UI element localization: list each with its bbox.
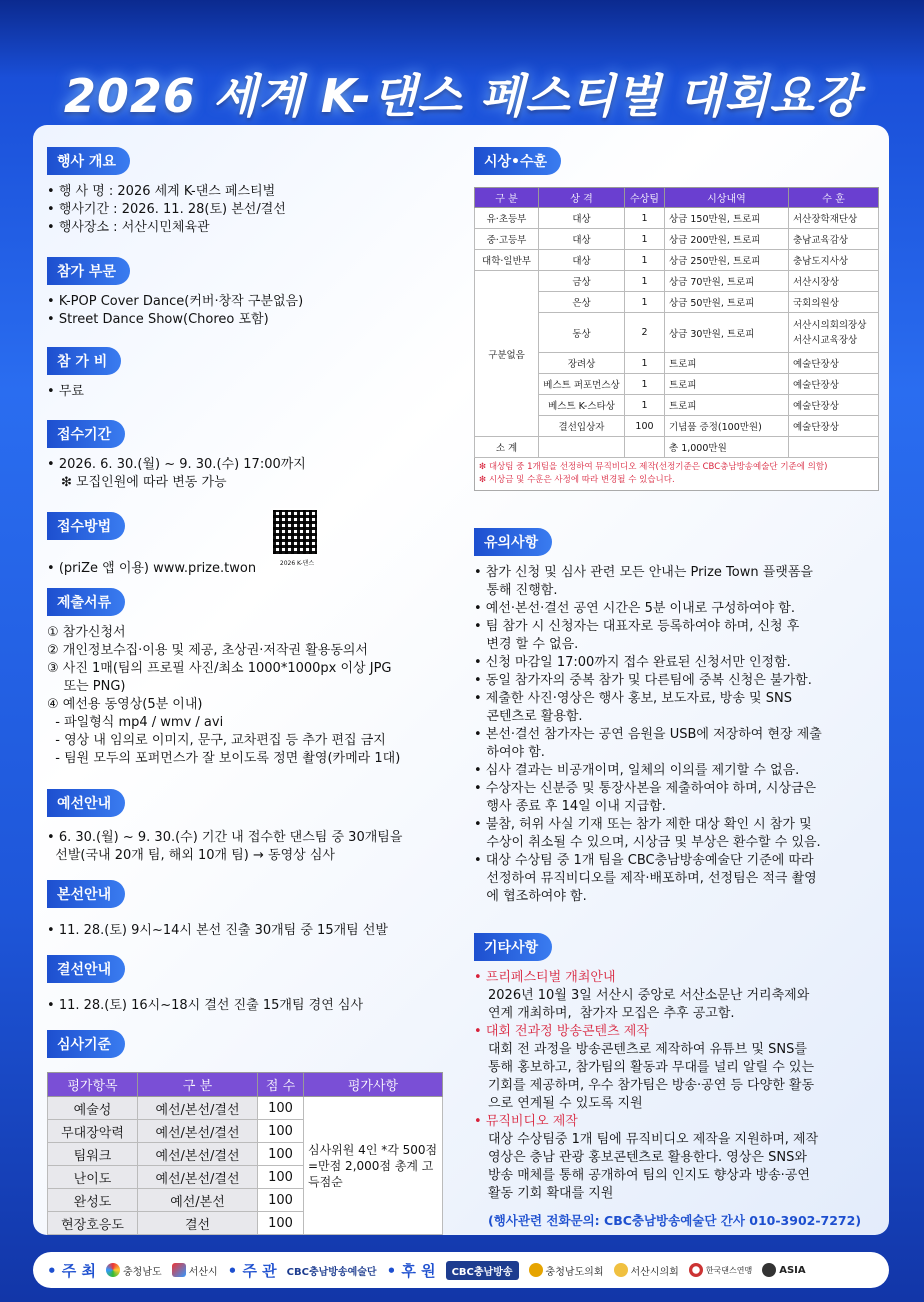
table-cell: 1 — [625, 353, 665, 374]
prelim-line: 선발(국내 20개 팀, 해외 10개 팀) → 동영상 심사 — [47, 848, 335, 863]
caution-line: 에 협조하여야 함. — [474, 889, 587, 904]
overview-line: • 행사장소 : 서산시민체육관 — [47, 219, 286, 237]
table-cell: 트로피 — [665, 353, 789, 374]
semifinal-section — [47, 880, 388, 940]
table-cell: 100 — [258, 1212, 304, 1235]
table-cell: 충남교육감상 — [789, 229, 879, 250]
qr-code-icon[interactable] — [271, 508, 319, 556]
others-item-line: 통해 홍보하고, 참가팀의 활동과 무대를 널리 알릴 수 있는 — [488, 1060, 815, 1075]
table-cell: 1 — [625, 395, 665, 416]
column-header: 수 훈 — [789, 188, 879, 208]
final-section — [47, 955, 363, 1015]
table-cell: 충남도지사상 — [789, 250, 879, 271]
awards-notes — [474, 458, 879, 491]
column-header: 구 분 — [138, 1073, 258, 1097]
column-header: 점 수 — [258, 1073, 304, 1097]
category-section — [47, 257, 303, 329]
caution-line: 변경 할 수 없음. — [474, 637, 579, 652]
table-cell: 상금 50만원, 트로피 — [665, 292, 789, 313]
asia-logo-icon — [762, 1263, 776, 1277]
column-header: 수상팀 — [625, 188, 665, 208]
caution-line: • 팀 참가 시 신청자는 대표자로 등록하여야 하며, 신청 후 — [474, 619, 800, 634]
table-cell: 완성도 — [48, 1189, 138, 1212]
document-line: - 팀원 모두의 포퍼먼스가 잘 보이도록 정면 촬영(카메라 1대) — [47, 751, 401, 766]
awards-note: ❇ 대상팀 중 1개팀을 선정하여 뮤직비디오 제작(선정기준은 CBC충남방송예술단 기준에 의함) — [479, 462, 828, 472]
overview-section — [47, 147, 286, 237]
caution-line: 콘텐츠로 활용함. — [474, 709, 583, 724]
org-name: CBC충남방송예술단 — [286, 1266, 377, 1278]
sponsor-seosan-council — [614, 1263, 679, 1278]
table-cell: 100 — [258, 1097, 304, 1120]
awards-section — [474, 147, 879, 491]
content-card — [33, 125, 889, 1235]
others-item-line: 으로 연계될 수 있도록 지원 — [488, 1096, 643, 1111]
criteria-remark: 심사위원 4인 *각 500점=만점 2,000점 총계 고득점순 — [304, 1097, 443, 1235]
table-cell — [539, 437, 625, 458]
sponsor-council — [529, 1263, 604, 1278]
host-org-seosan — [172, 1263, 218, 1278]
table-cell: 1 — [625, 374, 665, 395]
semifinal-line: • 11. 28.(토) 9시~14시 본선 진출 30개팀 중 15개팀 선발 — [47, 922, 388, 940]
document-line: - 파일형식 mp4 / wmv / avi — [47, 715, 224, 730]
table-cell — [625, 437, 665, 458]
section-header: 제출서류 — [47, 588, 125, 616]
period-note: ❇ 모집인원에 따라 변동 가능 — [61, 475, 227, 490]
table-cell: 1 — [625, 208, 665, 229]
caution-line: 하여야 함. — [474, 745, 545, 760]
table-cell: 예술성 — [48, 1097, 138, 1120]
table-cell: 서산시의회의장상 서산시교육장상 — [789, 313, 879, 353]
others-section — [474, 933, 879, 1229]
awards-table — [474, 187, 879, 458]
section-header: 참 가 비 — [47, 347, 121, 375]
table-header-row — [48, 1073, 443, 1097]
table-cell: 100 — [258, 1143, 304, 1166]
document-line: ③ 사진 1매(팀의 프로필 사진/최소 1000*1000px 이상 JPG — [47, 661, 392, 676]
document-line: ② 개인정보수집·이용 및 제공, 초상권·저작권 활용동의서 — [47, 643, 368, 658]
section-header: 참가 부문 — [47, 257, 130, 285]
table-row — [48, 1097, 443, 1120]
table-cell: 상금 200만원, 트로피 — [665, 229, 789, 250]
org-name: 충청남도의회 — [545, 1266, 604, 1278]
table-cell: 동상 — [539, 313, 625, 353]
chungnam-logo-icon — [106, 1263, 120, 1277]
host-org-chungnam — [106, 1263, 162, 1278]
section-header: 유의사항 — [474, 528, 552, 556]
caution-line: 통해 진행함. — [474, 583, 558, 598]
table-cell: 대상 — [539, 229, 625, 250]
section-header: 예선안내 — [47, 789, 125, 817]
table-cell: 예선/본선 — [138, 1189, 258, 1212]
prelim-line: • 6. 30.(월) ~ 9. 30.(수) 기간 내 접수한 댄스팀 중 30개팀을 — [47, 829, 402, 847]
others-item-line: 활동 기회 확대를 지원 — [488, 1186, 614, 1201]
criteria-table — [47, 1072, 443, 1235]
table-cell — [789, 437, 879, 458]
council-logo-icon — [529, 1263, 543, 1277]
page-title: 2026 세계 K-댄스 페스티벌 대회요강 — [63, 69, 861, 123]
table-cell: 예술단장상 — [789, 395, 879, 416]
table-cell: 트로피 — [665, 374, 789, 395]
method-section — [47, 512, 457, 578]
table-cell: 국회의원상 — [789, 292, 879, 313]
caution-line: • 불참, 허위 사실 기재 또는 참가 제한 대상 확인 시 참가 및 — [474, 817, 812, 832]
table-cell: 1 — [625, 250, 665, 271]
table-cell: 금상 — [539, 271, 625, 292]
table-cell: 팀워크 — [48, 1143, 138, 1166]
table-cell: 예술단장상 — [789, 353, 879, 374]
caution-line: • 대상 수상팀 중 1개 팀을 CBC충남방송예술단 기준에 따라 — [474, 853, 814, 868]
caution-line: • 동일 참가자의 중복 참가 및 다른팀에 중복 신청은 불가함. — [474, 673, 812, 688]
org-name: 서산시 — [188, 1266, 218, 1278]
table-cell: 유·초등부 — [475, 208, 539, 229]
caution-line: 행사 종료 후 14일 이내 지급함. — [474, 799, 666, 814]
organizer-org — [287, 1263, 377, 1278]
sponsor-label: • 후 원 — [386, 1261, 436, 1280]
table-cell: 예선/본선/결선 — [138, 1097, 258, 1120]
table-cell: 난이도 — [48, 1166, 138, 1189]
table-cell: 기념품 증정(100만원) — [665, 416, 789, 437]
organizer-label: • 주 관 — [227, 1261, 277, 1280]
table-cell: 베스트 퍼포먼스상 — [539, 374, 625, 395]
table-row — [475, 250, 879, 271]
qr-caption: 2026 K-댄스 — [279, 560, 315, 567]
sponsor-asia — [762, 1263, 805, 1277]
others-item-line: 2026년 10월 3일 서산시 중앙로 서산소문난 거리축제와 — [488, 988, 810, 1003]
period-line: • 2026. 6. 30.(월) ~ 9. 30.(수) 17:00까지 — [47, 456, 306, 474]
table-cell: 1 — [625, 271, 665, 292]
table-cell: 상금 150만원, 트로피 — [665, 208, 789, 229]
caution-line: 선정하여 뮤직비디오를 제작·배포하며, 선정팀은 적극 촬영 — [474, 871, 817, 886]
table-cell: 무대장악력 — [48, 1120, 138, 1143]
caution-line: • 심사 결과는 비공개이며, 일체의 이의를 제기할 수 없음. — [474, 763, 800, 778]
column-header: 평가사항 — [304, 1073, 443, 1097]
table-cell: 대상 — [539, 250, 625, 271]
section-header: 심사기준 — [47, 1030, 125, 1058]
table-cell: 예선/본선/결선 — [138, 1143, 258, 1166]
others-item-title: • 뮤직비디오 제작 — [474, 1113, 879, 1131]
contact-info: (행사관련 전화문의: CBC충남방송예술단 간사 010-3902-7272) — [488, 1213, 862, 1228]
period-section — [47, 420, 306, 492]
table-header-row — [475, 188, 879, 208]
table-cell: 예술단장상 — [789, 416, 879, 437]
document-line: ④ 예선용 동영상(5분 이내) — [47, 697, 203, 712]
table-cell: 은상 — [539, 292, 625, 313]
caution-line: • 수상자는 신분증 및 통장사본을 제출하여야 하며, 시상금은 — [474, 781, 817, 796]
section-header: 행사 개요 — [47, 147, 130, 175]
column-header: 상 격 — [539, 188, 625, 208]
table-row — [475, 271, 879, 292]
table-cell: 대학·일반부 — [475, 250, 539, 271]
table-cell: 100 — [625, 416, 665, 437]
caution-line: • 본선·결선 참가자는 공연 음원을 USB에 저장하여 현장 제출 — [474, 727, 822, 742]
table-cell: 중·고등부 — [475, 229, 539, 250]
others-item-line: 기회를 제공하며, 우수 참가팀은 방송·공연 등 다양한 활동 — [488, 1078, 815, 1093]
total-label: 소 계 — [475, 437, 539, 458]
others-item-line: 방송 매체를 통해 공개하여 팀의 인지도 향상과 방송·공연 — [488, 1168, 810, 1183]
criteria-section — [47, 1030, 443, 1235]
document-line: ① 참가신청서 — [47, 625, 126, 640]
caution-line: • 제출한 사진·영상은 행사 홍보, 보도자료, 방송 및 SNS — [474, 691, 792, 706]
table-cell: 상금 250만원, 트로피 — [665, 250, 789, 271]
caution-line: 수상이 취소될 수 있으며, 시상금 및 부상은 환수할 수 있음. — [474, 835, 821, 850]
overview-line: • 행 사 명 : 2026 세계 K-댄스 페스티벌 — [47, 183, 286, 201]
org-name: 서산시의회 — [630, 1266, 679, 1278]
table-cell: 서산장학재단상 — [789, 208, 879, 229]
table-cell: 1 — [625, 292, 665, 313]
fee-section — [47, 347, 121, 401]
table-cell: 대상 — [539, 208, 625, 229]
category-line: • Street Dance Show(Choreo 포함) — [47, 311, 303, 329]
table-total-row — [475, 437, 879, 458]
section-header: 접수방법 — [47, 512, 125, 540]
document-line: - 영상 내 임의로 이미지, 문구, 교차편집 등 추가 편집 금지 — [47, 733, 386, 748]
fee-line: • 무료 — [47, 383, 121, 401]
others-item-line: 영상은 충남 관광 홍보콘텐츠로 활용한다. 영상은 SNS와 — [488, 1150, 807, 1165]
overview-line: • 행사기간 : 2026. 11. 28(토) 본선/결선 — [47, 201, 286, 219]
table-cell: 베스트 K-스타상 — [539, 395, 625, 416]
others-item-title: • 대회 전과정 방송콘텐츠 제작 — [474, 1023, 879, 1041]
table-row — [475, 208, 879, 229]
section-header: 시상•수훈 — [474, 147, 561, 175]
sponsor-dance-federation — [689, 1263, 752, 1277]
category-line: • K-POP Cover Dance(커버·창작 구분없음) — [47, 293, 303, 311]
column-header: 평가항목 — [48, 1073, 138, 1097]
table-cell: 상금 70만원, 트로피 — [665, 271, 789, 292]
table-cell: 결선입상자 — [539, 416, 625, 437]
section-header: 기타사항 — [474, 933, 552, 961]
others-item-line: 연계 개최하며, 참가자 모집은 추후 공고함. — [488, 1006, 735, 1021]
org-name: ASIA — [779, 1264, 806, 1276]
sponsor-cbc: CBC충남방송 — [446, 1261, 519, 1280]
section-header: 접수기간 — [47, 420, 125, 448]
table-cell: 1 — [625, 229, 665, 250]
footer-sponsors — [33, 1252, 889, 1288]
others-item-line: 대상 수상팀중 1개 팀에 뮤직비디오 제작을 지원하며, 제작 — [488, 1132, 819, 1147]
document-line: 또는 PNG) — [47, 679, 126, 694]
table-cell: 예선/본선/결선 — [138, 1120, 258, 1143]
section-header: 결선안내 — [47, 955, 125, 983]
table-cell: 현장호응도 — [48, 1212, 138, 1235]
table-row — [475, 229, 879, 250]
org-name: 충청남도 — [123, 1266, 162, 1278]
caution-line: • 예선·본선·결선 공연 시간은 5분 이내로 구성하여야 함. — [474, 601, 795, 616]
table-cell: 장려상 — [539, 353, 625, 374]
table-cell: 2 — [625, 313, 665, 353]
host-label: • 주 최 — [47, 1261, 97, 1280]
final-line: • 11. 28.(토) 16시~18시 결선 진출 15개팀 경연 심사 — [47, 997, 363, 1015]
table-cell: 예선/본선/결선 — [138, 1166, 258, 1189]
table-cell: 상금 30만원, 트로피 — [665, 313, 789, 353]
table-cell: 100 — [258, 1166, 304, 1189]
section-header: 본선안내 — [47, 880, 125, 908]
method-line[interactable]: • (priZe 앱 이용) www.prize.twon — [47, 560, 457, 578]
column-header: 구 분 — [475, 188, 539, 208]
cautions-section — [474, 528, 879, 906]
seosan-logo-icon — [172, 1263, 186, 1277]
table-cell: 예술단장상 — [789, 374, 879, 395]
caution-line: • 참가 신청 및 심사 관련 모든 안내는 Prize Town 플랫폼을 — [474, 565, 813, 580]
table-cell: 서산시장상 — [789, 271, 879, 292]
seosan-council-logo-icon — [614, 1263, 628, 1277]
documents-section — [47, 588, 400, 768]
prelim-section — [47, 789, 402, 865]
table-cell: 결선 — [138, 1212, 258, 1235]
others-item-line: 대회 전 과정을 방송콘텐츠로 제작하여 유튜브 및 SNS를 — [488, 1042, 807, 1057]
org-name: 한국댄스연맹 — [705, 1265, 753, 1275]
others-item-title: • 프리페스티벌 개최안내 — [474, 969, 879, 987]
table-cell: 100 — [258, 1120, 304, 1143]
merged-category-cell: 구분없음 — [475, 271, 539, 437]
caution-line: • 신청 마감일 17:00까지 접수 완료된 신청서만 인정함. — [474, 655, 791, 670]
column-header: 시상내역 — [665, 188, 789, 208]
awards-note: ❇ 시상금 및 수훈은 사정에 따라 변경될 수 있습니다. — [479, 475, 675, 485]
table-cell: 트로피 — [665, 395, 789, 416]
dance-federation-logo-icon — [689, 1263, 703, 1277]
table-cell: 100 — [258, 1189, 304, 1212]
total-value: 총 1,000만원 — [665, 437, 789, 458]
